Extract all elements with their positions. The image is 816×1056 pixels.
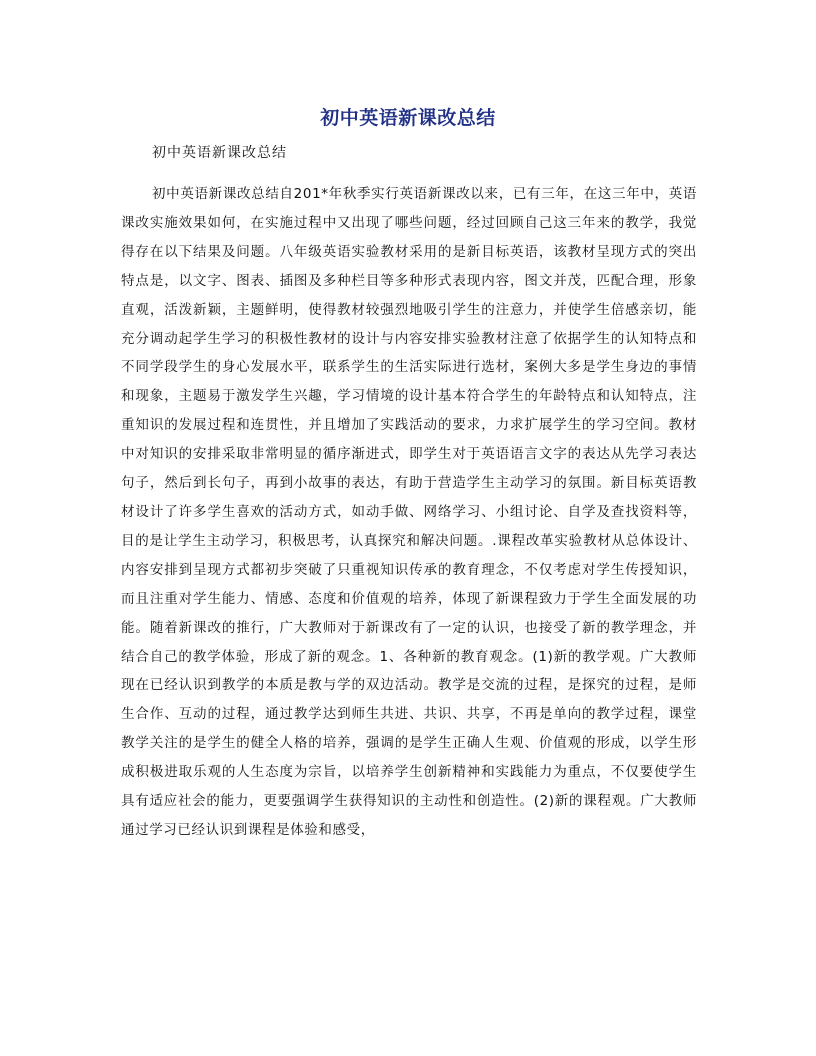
document-title: 初中英语新课改总结 (320, 107, 496, 129)
document-subtitle: 初中英语新课改总结 (152, 145, 287, 161)
body-paragraph: 初中英语新课改总结自201*年秋季实行英语新课改以来，已有三年，在这三年中，英语课改实施效果如何，在实施过程中又出现了哪些问题，经过回顾自己这三年来的教学，我觉得存在以下结果及问题。八年级英语实验教材采用的是新目标英语，该教材呈现方式的突出特点是，以文字、图表、插图及多种栏目等多种形式表现内容，图文并茂，匹配合理，形象直观，活泼新颖，主题鲜明，使得教材较强烈地吸引学生的注意力，并使学生倍感亲切，能充分调动起学生学习的积极性教材的设计与内容安排实验教材注意了依据学生的认知特点和不同学段学生的身心发展水平，联系学生的生活实际进行选材，案例大多是学生身边的事情和现象，主题易于激发学生兴趣，学习情境的设计基本符合学生的年龄特点和认知特点，注重知识的发展过程和连贯性，并且增加了实践活动的要求，力求扩展学生的学习空间。教材中对知识的安排采取非常明显的循序渐进式，即学生对于英语语言文字的表达从先学习表达句子，然后到长句子，再到小故事的表达，有助于营造学生主动学习的氛围。新目标英语教材设计了许多学生喜欢的活动方式，如动手做、网络学习、小组讨论、自学及查找资料等，目的是让学生主动学习，积极思考，认真探究和解决问题。.课程改革实验教材从总体设计、内容安排到呈现方式都初步突破了只重视知识传承的教育理念，不仅考虑对学生传授知识，而且注重对学生能力、情感、态度和价值观的培养，体现了新课程致力于学生全面发展的功能。随着新课改的推行，广大教师对于新课改有了一定的认识，也接受了新的教学理念，并结合自己的教学体验，形成了新的观念。1、各种新的教育观念。(1)新的教学观。广大教师现在已经认识到教学的本质是教与学的双边活动。教学是交流的过程，是探究的过程，是师生合作、互动的过程，通过教学达到师生共进、共识、共享，不再是单向的教学过程，课堂教学关注的是学生的健全人格的培养，强调的是学生正确人生观、价值观的形成，以学生形成积极进取乐观的人生态度为宗旨，以培养学生创新精神和实践能力为重点，不仅要使学生具有适应社会的能力，更要强调学生获得知识的主动性和创造性。(2)新的课程观。广大教师通过学习已经认识到课程是体验和感受， (121, 186, 697, 838)
